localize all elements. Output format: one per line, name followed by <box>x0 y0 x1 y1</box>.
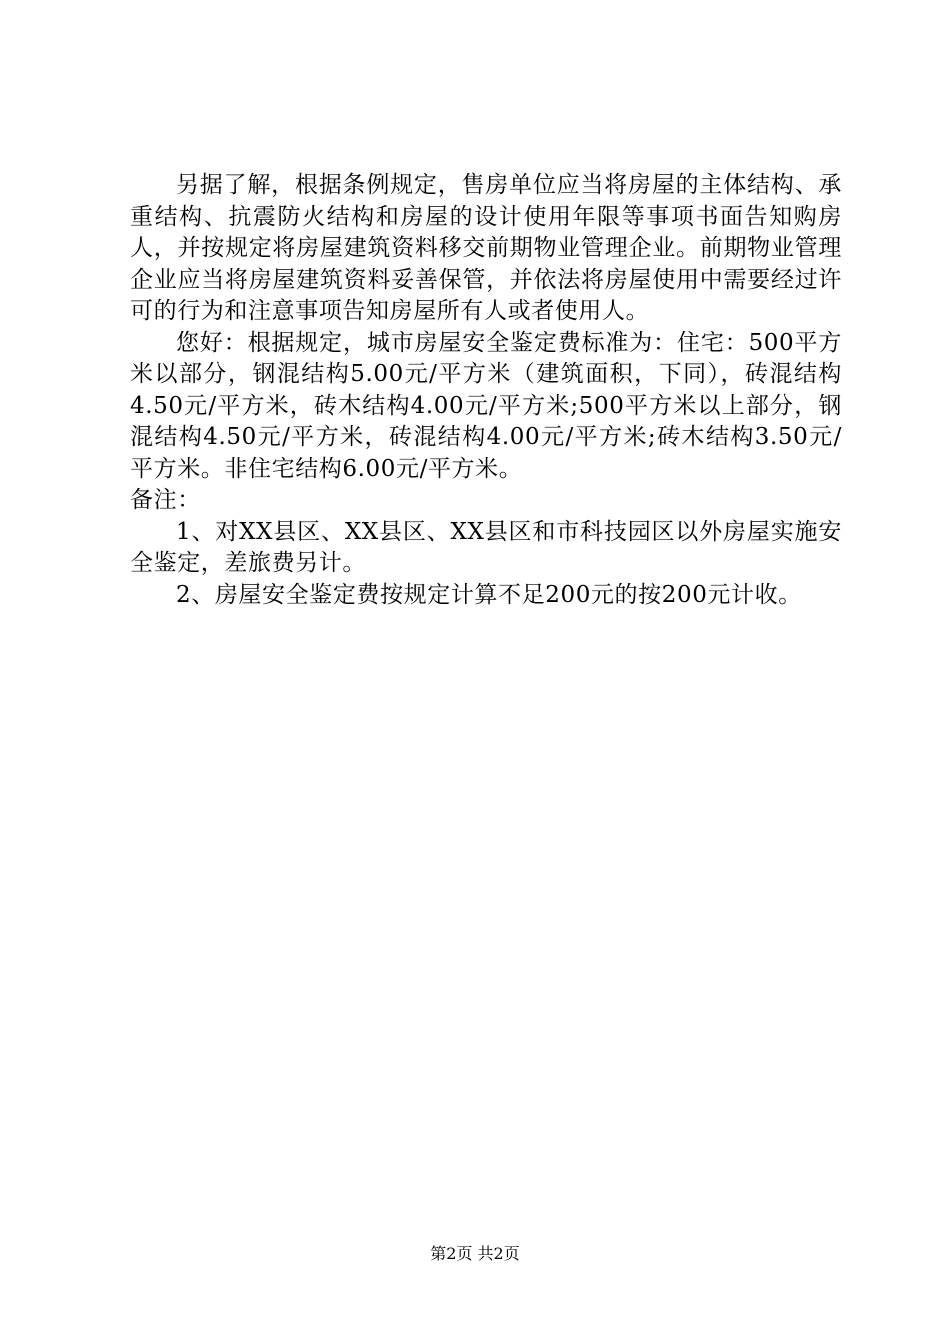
paragraph-fee-standard: 您好：根据规定，城市房屋安全鉴定费标准为：住宅：500平方米以部分，钢混结构5.00元/平方米（建筑面积，下同），砖混结构4.50元/平方米，砖木结构4.00元/平方米;500平方米以上部分，钢混结构4.50元/平方米，砖混结构4.00元/平方米;砖木结构3.50元/平方米。非住宅结构6.00元/平方米。 <box>130 329 842 482</box>
paragraph-property-info: 另据了解，根据条例规定，售房单位应当将房屋的主体结构、承重结构、抗震防火结构和房屋的设计使用年限等事项书面告知购房人，并按规定将房屋建筑资料移交前期物业管理企业。前期物业管理企业应当将房屋建筑资料妥善保管，并依法将房屋使用中需要经过许可的行为和注意事项告知房屋所有人或者使用人。 <box>130 172 842 324</box>
notes-heading: 备注： <box>130 487 201 513</box>
document-body <box>130 170 842 611</box>
page-number-footer: 第2页 共2页 <box>430 1244 520 1263</box>
note-item-1: 1、对XX县区、XX县区、XX县区和市科技园区以外房屋实施安全鉴定，差旅费另计。 <box>130 518 842 576</box>
note-item-2: 2、房屋安全鉴定费按规定计算不足200元的按200元计收。 <box>176 581 802 608</box>
